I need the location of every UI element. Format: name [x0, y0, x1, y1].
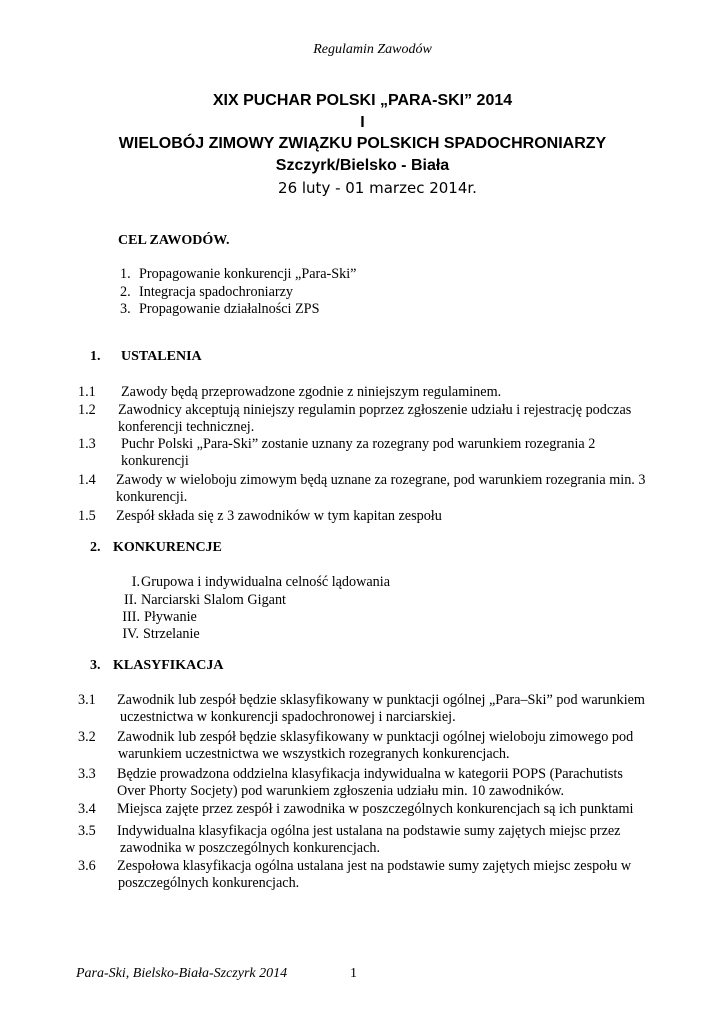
list-item: Propagowanie konkurencji „Para-Ski”: [139, 266, 357, 282]
section-number-3: 3.: [90, 658, 101, 673]
list-number: 1.: [120, 266, 131, 282]
section-number-1: 1.: [90, 349, 101, 364]
list-number: 3.: [120, 301, 131, 317]
list-item: Integracja spadochroniarzy: [139, 284, 294, 300]
roman-number: III.: [122, 609, 140, 625]
clause-text-cont: konferencji technicznej.: [118, 419, 255, 435]
clause-number: 1.4: [78, 472, 96, 488]
clause-number: 3.5: [78, 823, 96, 839]
running-header: Regulamin Zawodów: [313, 42, 432, 57]
clause-text: Będzie prowadzona oddzielna klasyfikacja indywidualna w kategorii POPS (Parachutists: [117, 766, 623, 782]
clause-text-cont: zawodnika w poszczególnych konkurencjach.: [120, 840, 381, 856]
section-heading-konkurencje: KONKURENCJE: [113, 540, 222, 555]
title-line-4: Szczyrk/Bielsko - Biała: [275, 157, 450, 174]
clause-text: Zawodnicy akceptują niniejszy regulamin poprzez zgłoszenie udziału i rejestrację podczas: [118, 402, 632, 418]
clause-text: Zawody będą przeprowadzone zgodnie z niniejszym regulaminem.: [121, 384, 502, 400]
list-number: 2.: [120, 284, 131, 300]
list-item: Narciarski Slalom Gigant: [141, 592, 286, 608]
clause-text: Zawody w wieloboju zimowym będą uznane za rozegrane, pod warunkiem rozegrania min. 3: [116, 472, 646, 488]
clause-text: Zawodnik lub zespół będzie sklasyfikowany w punktacji ogólnej wieloboju zimowego pod: [117, 729, 634, 745]
title-line-2: I: [360, 114, 365, 131]
clause-text: Miejsca zajęte przez zespół i zawodnika w poszczególnych konkurencjach są ich punktami: [117, 801, 634, 817]
clause-text-cont: warunkiem uczestnictwa we wszystkich rozegranych konkurencjach.: [118, 746, 510, 762]
clause-number: 1.3: [78, 436, 96, 452]
clause-text-cont: konkurencji: [121, 453, 189, 469]
clause-text-cont: Over Phorty Socjety) pod warunkiem zgłoszenia udziału min. 10 zawodników.: [117, 783, 565, 799]
clause-text: Puchr Polski „Para-Ski” zostanie uznany za rozegrany pod warunkiem rozegrania 2: [121, 436, 596, 452]
clause-text-cont: poszczególnych konkurencjach.: [118, 875, 300, 891]
page-number: 1: [350, 966, 357, 981]
clause-number: 3.6: [78, 858, 96, 874]
list-item: Grupowa i indywidualna celność lądowania: [141, 574, 390, 590]
clause-number: 1.5: [78, 508, 96, 524]
clause-number: 1.1: [78, 384, 96, 400]
section-heading-cel: CEL ZAWODÓW.: [118, 233, 230, 248]
clause-text: Zespół składa się z 3 zawodników w tym kapitan zespołu: [116, 508, 442, 524]
clause-text: Zespołowa klasyfikacja ogólna ustalana jest na podstawie sumy zajętych miejsc zespołu w: [117, 858, 632, 874]
clause-text: Zawodnik lub zespół będzie sklasyfikowany w punktacji ogólnej „Para–Ski” pod warunkiem: [117, 692, 645, 708]
section-heading-ustalenia: USTALENIA: [121, 349, 202, 364]
clause-number: 3.3: [78, 766, 96, 782]
list-item: Propagowanie działalności ZPS: [139, 301, 320, 317]
title-line-3: WIELOBÓJ ZIMOWY ZWIĄZKU POLSKICH SPADOCHRONIARZY: [118, 135, 607, 152]
clause-number: 3.4: [78, 801, 96, 817]
list-item: Pływanie: [144, 609, 197, 625]
section-heading-klasyfikacja: KLASYFIKACJA: [113, 658, 224, 673]
section-number-2: 2.: [90, 540, 101, 555]
roman-number: IV.: [122, 626, 139, 642]
event-date: 26 luty - 01 marzec 2014r.: [278, 179, 477, 197]
clause-text-cont: uczestnictwa w konkurencji spadochronowej i narciarskiej.: [120, 709, 456, 725]
clause-text: Indywidualna klasyfikacja ogólna jest ustalana na podstawie sumy zajętych miejsc przez: [117, 823, 621, 839]
title-line-1: XIX PUCHAR POLSKI „PARA-SKI” 2014: [212, 92, 513, 109]
list-item: Strzelanie: [143, 626, 200, 642]
clause-number: 1.2: [78, 402, 96, 418]
footer-text: Para-Ski, Bielsko-Biała-Szczyrk 2014: [76, 966, 288, 981]
roman-number: I.: [131, 574, 140, 590]
roman-number: II.: [124, 592, 137, 608]
clause-number: 3.2: [78, 729, 96, 745]
clause-number: 3.1: [78, 692, 96, 708]
clause-text-cont: konkurencji.: [116, 489, 188, 505]
